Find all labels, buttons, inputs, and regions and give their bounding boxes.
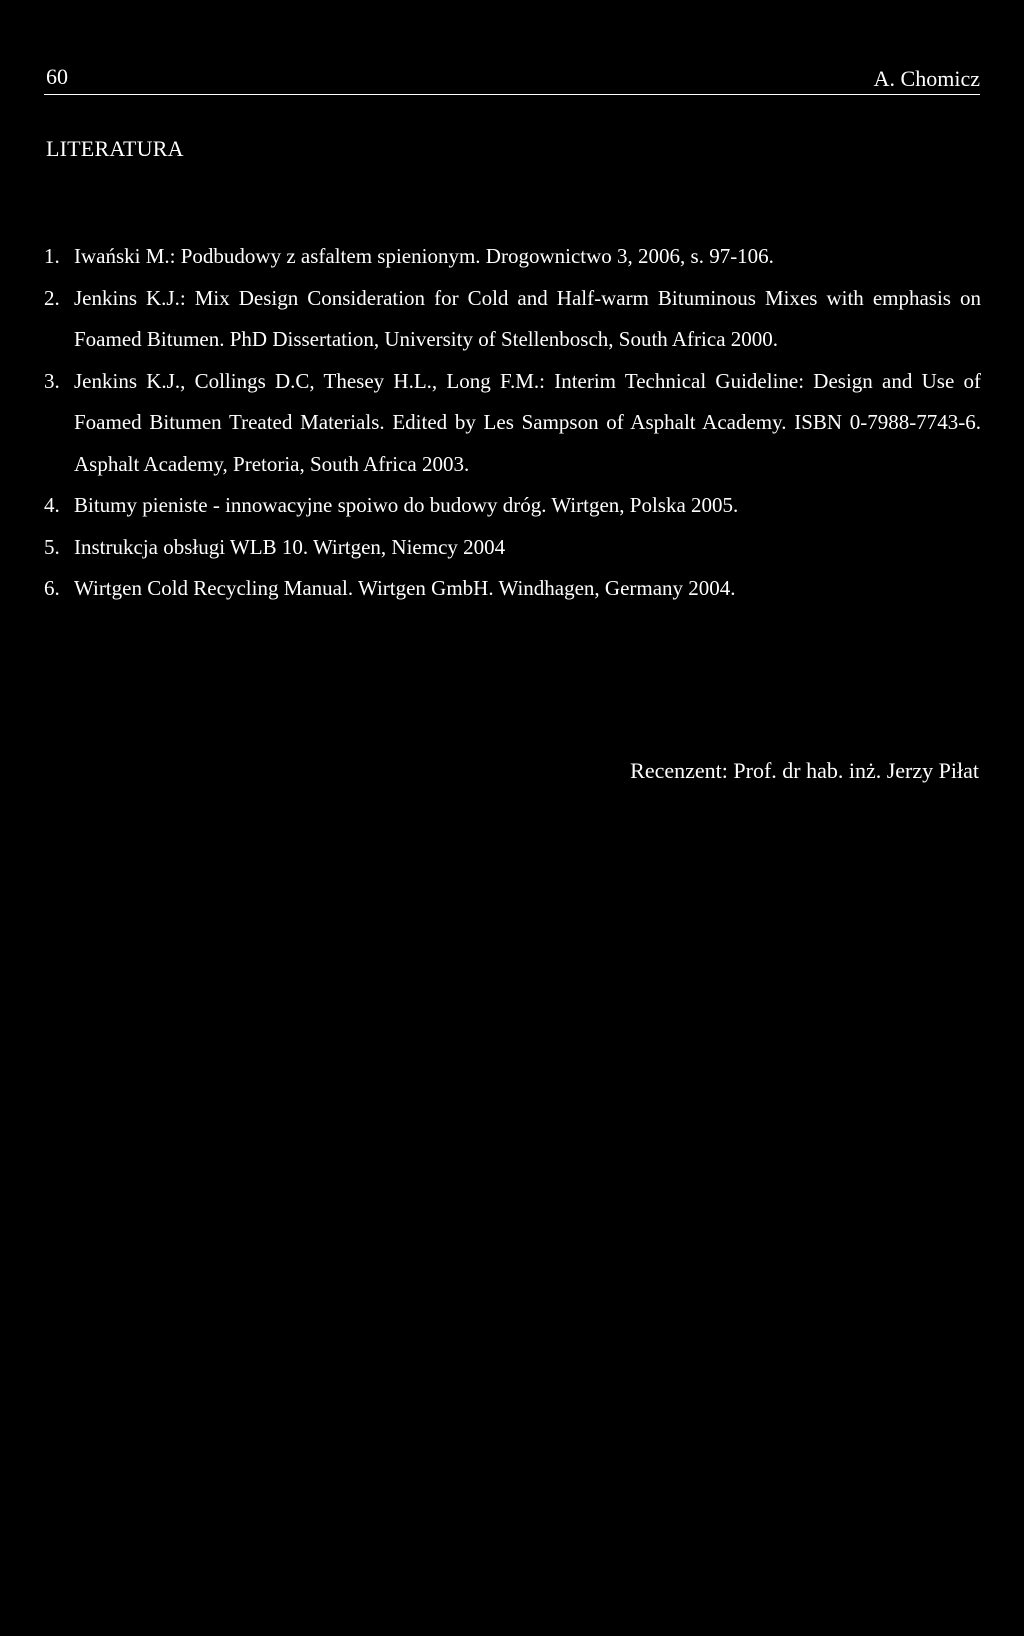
reference-number: 1. (44, 244, 60, 268)
reference-text: Iwański M.: Podbudowy z asfaltem spienionym. Drogownictwo 3, 2006, s. 97-106. (74, 244, 774, 268)
reference-list (44, 236, 981, 610)
page-number: 60 (46, 64, 68, 89)
reference-item (44, 527, 981, 569)
reviewer-note: Recenzent: Prof. dr hab. inż. Jerzy Piłat (630, 758, 979, 783)
header-rule (44, 94, 980, 95)
reference-item (44, 361, 981, 486)
reference-item (44, 278, 981, 361)
reference-item (44, 236, 981, 278)
reference-number: 5. (44, 534, 60, 559)
section-title: LITERATURA (46, 136, 184, 161)
reference-text: Bitumy pieniste - innowacyjne spoiwo do budowy dróg. Wirtgen, Polska 2005. (74, 493, 739, 517)
reference-text: Instrukcja obsługi WLB 10. Wirtgen, Niemcy 2004 (74, 534, 506, 559)
reference-number: 3. (44, 368, 60, 393)
running-header-author: A. Chomicz (873, 66, 980, 91)
reference-number: 2. (44, 285, 60, 310)
reference-text: Wirtgen Cold Recycling Manual. Wirtgen GmbH. Windhagen, Germany 2004. (74, 576, 736, 600)
reference-number: 4. (44, 493, 60, 517)
reference-text: Jenkins K.J.: Mix Design Consideration for Cold and Half-warm Bituminous Mixes with emphasis on Foamed Bitumen. PhD Dissertation, University of Stellenbosch, South Africa 2000. (74, 285, 981, 351)
reference-text: Jenkins K.J., Collings D.C, Thesey H.L., Long F.M.: Interim Technical Guideline: Design and Use of Foamed Bitumen Treated Materials. Edited by Les Sampson of Asphalt Academy. ISBN 0-7988-7743-6. Asphalt Academy, Pretoria, South Africa 2003. (74, 368, 981, 476)
reference-item (44, 568, 981, 610)
page-header (44, 60, 980, 96)
reference-item (44, 485, 981, 527)
reference-number: 6. (44, 576, 60, 600)
